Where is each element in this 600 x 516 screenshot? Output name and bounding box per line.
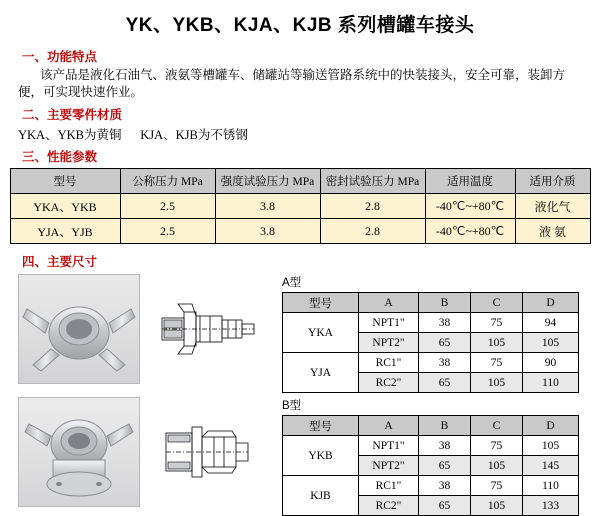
col-header-model: 型号 (283, 416, 359, 436)
cell-b: 38 (419, 436, 471, 456)
table-row (10, 219, 590, 244)
col-header-strength-test-pressure: 强度试验压力 MPa (215, 169, 320, 194)
col-header-d: D (523, 416, 579, 436)
col-header-c: C (471, 416, 523, 436)
cell-model: KJB (283, 476, 359, 516)
cell-model: YKA (283, 313, 359, 353)
cell-d: 110 (523, 373, 579, 393)
col-header-model: 型号 (283, 293, 359, 313)
cell-d: 94 (523, 313, 579, 333)
dimension-table-b (282, 415, 579, 516)
col-header-a: A (359, 293, 419, 313)
col-header-temperature: 适用温度 (425, 169, 515, 194)
material-text: YKA、YKB为黄铜 KJA、KJB为不锈钢 (18, 128, 248, 142)
col-header-nominal-pressure: 公称压力 MPa (120, 169, 215, 194)
col-header-seal-test-pressure: 密封试验压力 MPa (320, 169, 425, 194)
cell-b: 38 (419, 353, 471, 373)
cell-c: 75 (471, 353, 523, 373)
type-label-a: A型 (282, 277, 302, 289)
table-row (283, 353, 579, 373)
product-photo-a (18, 274, 140, 384)
cell-d: 110 (523, 476, 579, 496)
product-photo-b (18, 397, 140, 507)
cell-c: 105 (471, 456, 523, 476)
cell-strength-test-pressure: 3.8 (215, 194, 320, 219)
col-header-medium: 适用介质 (515, 169, 590, 194)
table-row (283, 313, 579, 333)
dimension-table-wrap-b (282, 397, 600, 516)
cell-temperature: -40℃~+80℃ (425, 194, 515, 219)
col-header-model: 型号 (10, 169, 120, 194)
cell-b: 65 (419, 496, 471, 516)
section-heading-material: 二、主要零件材质 (22, 108, 123, 122)
cell-d: 145 (523, 456, 579, 476)
cell-d: 105 (523, 333, 579, 353)
cell-nominal-pressure: 2.5 (120, 219, 215, 244)
cell-seal-test-pressure: 2.8 (320, 194, 425, 219)
table-header-row (283, 293, 579, 313)
cell-c: 75 (471, 436, 523, 456)
cell-a: RC1" (359, 476, 419, 496)
cell-c: 75 (471, 313, 523, 333)
col-header-b: B (419, 416, 471, 436)
cell-b: 38 (419, 476, 471, 496)
cell-temperature: -40℃~+80℃ (425, 219, 515, 244)
col-header-d: D (523, 293, 579, 313)
cell-model: YJA (283, 353, 359, 393)
performance-table (10, 168, 591, 244)
cell-c: 105 (471, 373, 523, 393)
dimension-block-a (18, 274, 600, 393)
section-heading-dimensions: 四、主要尺寸 (22, 255, 98, 269)
dimension-table-wrap-a (282, 274, 600, 393)
cell-model: YJA、YJB (10, 219, 120, 244)
cell-c: 75 (471, 476, 523, 496)
col-header-b: B (419, 293, 471, 313)
table-row (10, 194, 590, 219)
cell-b: 65 (419, 456, 471, 476)
cell-d: 90 (523, 353, 579, 373)
table-header-row (283, 416, 579, 436)
table-row (283, 436, 579, 456)
table-header-row (10, 169, 590, 194)
technical-drawing-b (148, 397, 268, 505)
cell-medium: 液 氨 (515, 219, 590, 244)
cell-a: NPT1" (359, 313, 419, 333)
cell-b: 65 (419, 373, 471, 393)
cell-strength-test-pressure: 3.8 (215, 219, 320, 244)
col-header-a: A (359, 416, 419, 436)
dimension-table-a (282, 292, 579, 393)
cell-seal-test-pressure: 2.8 (320, 219, 425, 244)
table-row (283, 476, 579, 496)
dimension-block-b (18, 397, 600, 516)
cell-medium: 液化气 (515, 194, 590, 219)
cell-a: RC2" (359, 373, 419, 393)
cell-model: YKB (283, 436, 359, 476)
cell-d: 133 (523, 496, 579, 516)
page-title: YK、YKB、KJA、KJB 系列槽罐车接头 (125, 15, 475, 36)
cell-c: 105 (471, 496, 523, 516)
cell-d: 105 (523, 436, 579, 456)
section-heading-features: 一、功能特点 (22, 50, 98, 64)
section-heading-performance: 三、性能参数 (22, 150, 98, 164)
cell-a: RC2" (359, 496, 419, 516)
cell-b: 65 (419, 333, 471, 353)
cell-a: RC1" (359, 353, 419, 373)
col-header-c: C (471, 293, 523, 313)
cell-a: NPT2" (359, 456, 419, 476)
cell-model: YKA、YKB (10, 194, 120, 219)
features-text: 该产品是液化石油气、液氨等槽罐车、储罐站等输送管路系统中的快装接头，安全可靠，装卸方便，可实现快速作业。 (18, 68, 566, 99)
cell-a: NPT2" (359, 333, 419, 353)
cell-nominal-pressure: 2.5 (120, 194, 215, 219)
cell-c: 105 (471, 333, 523, 353)
cell-a: NPT1" (359, 436, 419, 456)
technical-drawing-a (148, 274, 268, 382)
type-label-b: B型 (282, 400, 302, 412)
cell-b: 38 (419, 313, 471, 333)
